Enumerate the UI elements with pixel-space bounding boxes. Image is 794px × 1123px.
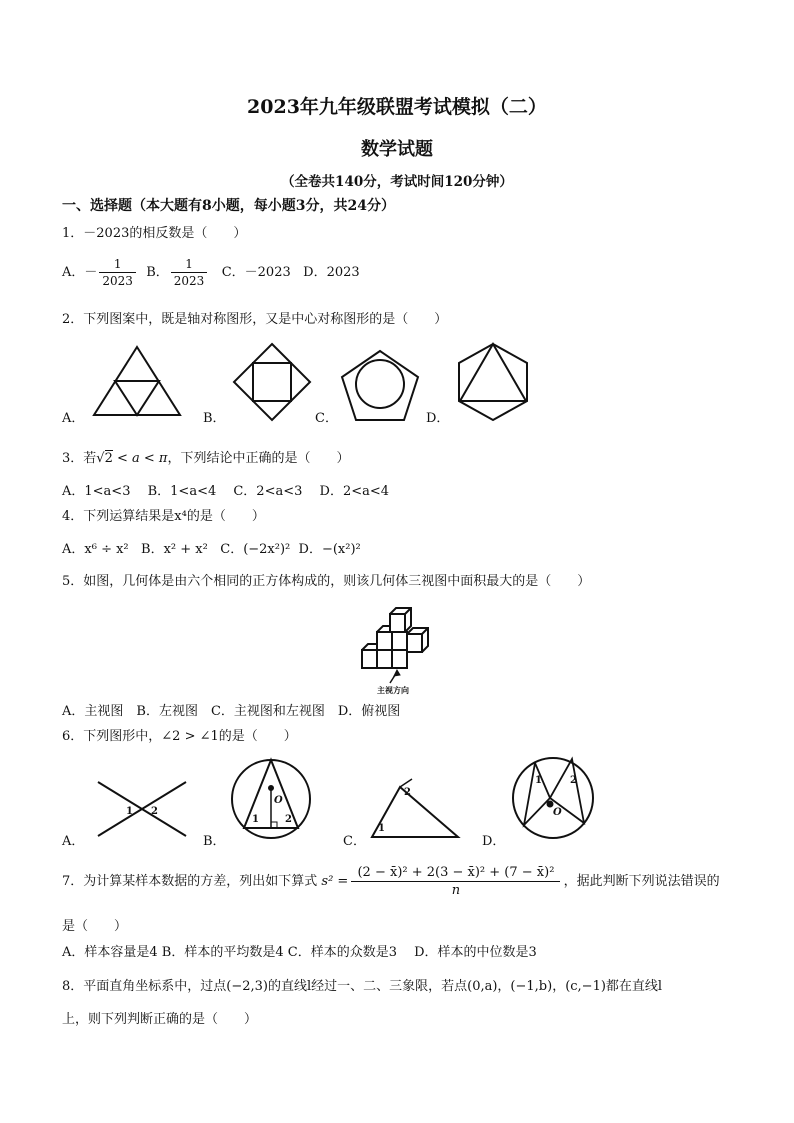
- q6-figure-c: [368, 783, 462, 839]
- exam-note: （全卷共140分，考试时间120分钟）: [281, 174, 513, 190]
- q6-d-label-o: O: [553, 807, 562, 818]
- q3-sqrt-value: 2: [104, 451, 113, 466]
- q6-figure-a: [96, 780, 188, 838]
- q4-option-c: C．(−2x²)²: [220, 542, 291, 557]
- q6-a-label-2: 2: [151, 806, 158, 817]
- q6-option-a: A．: [62, 834, 85, 849]
- q2-option-b: B．: [203, 411, 226, 426]
- q8-line2: 上，则下列判断正确的是（ ）: [62, 1012, 258, 1027]
- q1-option-b-label: B．: [146, 265, 169, 280]
- exam-title: 2023年九年级联盟考试模拟（二）: [247, 96, 547, 118]
- q4-stem: 4．下列运算结果是x⁴的是（ ）: [62, 509, 265, 524]
- q7-formula-lhs: s² =: [321, 874, 349, 889]
- q2-figure-b: [232, 342, 312, 422]
- q6-figure-b: [230, 758, 312, 840]
- q6-b-label-2: 2: [285, 814, 292, 825]
- q6-c-label-1: 1: [378, 823, 385, 834]
- q1-frac-b: [171, 258, 208, 287]
- q2-figure-a: [92, 345, 182, 417]
- q3-stem-post: ，下列结论中正确的是（ ）: [167, 451, 350, 466]
- q3-stem: 3．若√2 < a < π，下列结论中正确的是（ ）: [62, 451, 350, 466]
- q2-figure-d: [457, 342, 529, 422]
- q5-stem: 5．如图，几何体是由六个相同的正方体构成的，则该几何体三视图中面积最大的是（ ）: [62, 574, 591, 589]
- q4-option-b: B．x² + x²: [141, 542, 208, 557]
- q1-option-a-label: A．－: [62, 265, 98, 280]
- q7-formula-num: (2 − x̄)² + 2(3 − x̄)² + (7 − x̄)²: [357, 865, 555, 880]
- q1-stem: 1．－2023的相反数是（ ）: [62, 226, 247, 241]
- q4-option-a: A．x⁶ ÷ x²: [62, 542, 129, 557]
- q2-figure-c: [339, 346, 421, 422]
- q6-option-d: D．: [482, 834, 506, 849]
- q7-stem-line2: 是（ ）: [62, 919, 128, 934]
- q1-frac-a: [99, 258, 136, 287]
- q4-options: [62, 543, 361, 556]
- q6-b-label-1: 1: [252, 814, 259, 825]
- q7-formula-den: n: [351, 881, 560, 897]
- q7-options: A．样本容量是4 B．样本的平均数是4 C．样本的众数是3 D．样本的中位数是3: [62, 945, 537, 960]
- q7-stem-pre: 7．为计算某样本数据的方差，列出如下算式: [62, 874, 318, 889]
- q2-option-d: D．: [426, 411, 450, 426]
- q1-option-c: C．－2023: [221, 265, 291, 280]
- q1-frac-b-den: 2023: [171, 272, 208, 287]
- q5-cube-figure: [357, 604, 439, 684]
- q1-frac-b-num: 1: [185, 257, 193, 271]
- q6-a-label-1: 1: [126, 806, 133, 817]
- q6-option-c: C．: [343, 834, 366, 849]
- q6-d-label-1: 1: [535, 775, 542, 786]
- q2-stem: 2．下列图案中，既是轴对称图形，又是中心对称图形的是（ ）: [62, 312, 448, 327]
- q3-options: A．1<a<3 B．1<a<4 C．2<a<3 D．2<a<4: [62, 484, 390, 499]
- q6-stem: 6．下列图形中，∠2 > ∠1的是（ ）: [62, 729, 297, 744]
- q6-option-b: B．: [203, 834, 226, 849]
- q4-option-d: D．−(x²)²: [298, 542, 361, 557]
- q8-line1: 8．平面直角坐标系中，过点(−2,3)的直线l经过一、二、三象限，若点(0,a)，(−1,b)，(c,−1)都在直线l: [62, 979, 663, 994]
- q2-option-a: A．: [62, 411, 85, 426]
- q6-c-label-2: 2: [404, 787, 411, 798]
- q3-stem-pre: 3．若: [62, 451, 97, 466]
- section-heading: 一、选择题（本大题有8小题，每小题3分，共24分）: [62, 198, 395, 214]
- q6-figure-d: [510, 753, 596, 843]
- q1-frac-a-num: 1: [113, 257, 122, 271]
- q5-options: A．主视图 B．左视图 C．主视图和左视图 D．俯视图: [62, 704, 401, 719]
- q7-formula: [354, 866, 557, 897]
- q6-b-label-o: O: [274, 795, 283, 806]
- q1-frac-a-den: 2023: [99, 272, 136, 287]
- q5-fig-label: 主视方向: [377, 685, 409, 695]
- q1-option-d: D．2023: [303, 265, 360, 280]
- q2-option-c: C．: [315, 411, 338, 426]
- q1-options: [62, 258, 360, 287]
- q6-d-label-2: 2: [570, 775, 577, 786]
- q7-stem-post: ，据此判断下列说法错误的: [563, 874, 720, 889]
- q3-inequality: < a < π: [117, 451, 168, 466]
- q7-stem: [62, 866, 720, 897]
- subject-title: 数学试题: [361, 139, 433, 160]
